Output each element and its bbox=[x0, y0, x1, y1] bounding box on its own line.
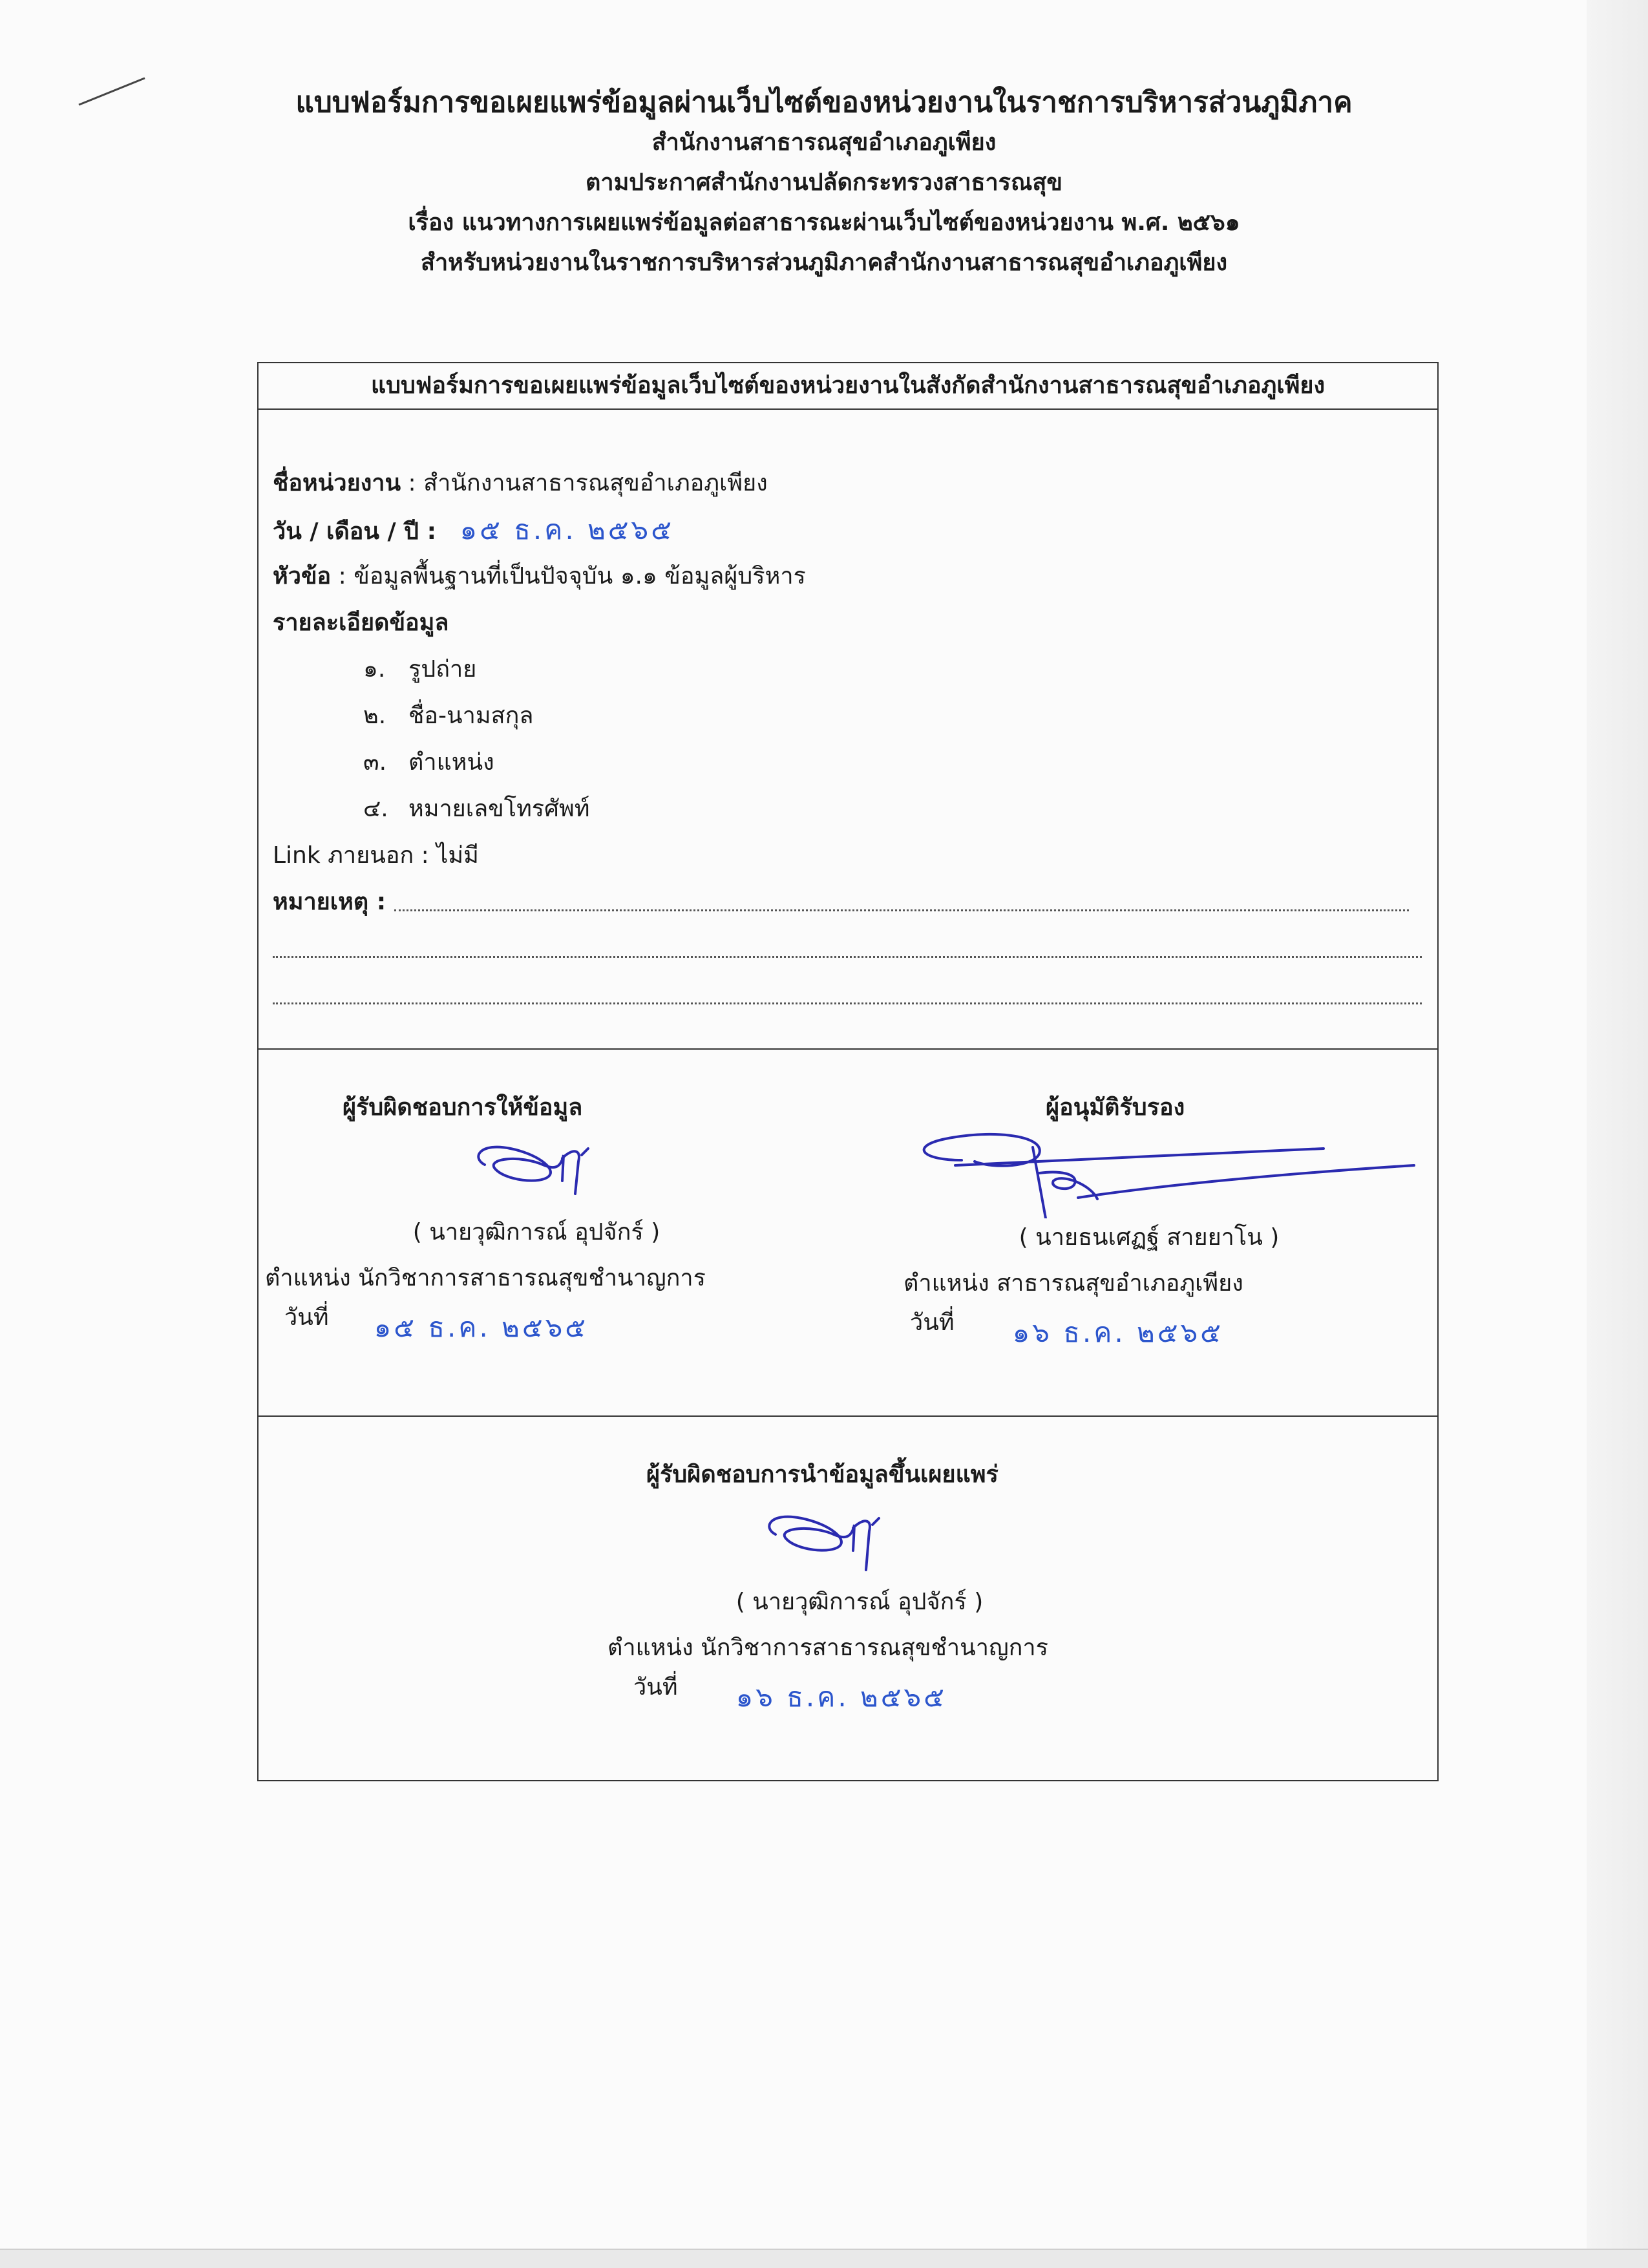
link-value: : ไม่มี bbox=[414, 842, 479, 869]
note-dotted-line bbox=[273, 942, 1422, 958]
provider-date-label: วันที่ bbox=[284, 1304, 329, 1331]
item-text: ชื่อ-นามสกุล bbox=[408, 703, 534, 729]
link-label: Link ภายนอก bbox=[273, 842, 414, 869]
provider-signature-block bbox=[265, 1088, 795, 1349]
approver-date-row bbox=[903, 1304, 1433, 1354]
detail-label: รายละเอียดข้อมูล bbox=[273, 609, 449, 636]
item-text: ตำแหน่ง bbox=[408, 749, 494, 776]
detail-row bbox=[273, 600, 1423, 646]
date-label: วัน / เดือน / ปี bbox=[273, 518, 419, 545]
note-dotted-line bbox=[273, 988, 1422, 1004]
approver-position: ตำแหน่ง สาธารณสุขอำเภอภูเพียง bbox=[903, 1270, 1243, 1297]
form-title: แบบฟอร์มการขอเผยแพร่ข้อมูลเว็บไซต์ของหน่วยงานในสังกัดสำนักงานสาธารณสุขอำเภอภูเพียง bbox=[259, 363, 1437, 410]
link-row bbox=[273, 832, 1423, 879]
item-text: รูปถ่าย bbox=[408, 656, 477, 683]
section-divider bbox=[259, 1048, 1437, 1050]
note-row-continued bbox=[273, 926, 1423, 972]
header-subject: เรื่อง แนวทางการเผยแพร่ข้อมูลต่อสาธารณะผ่านเว็บไซต์ของหน่วยงาน พ.ศ. ๒๕๖๑ bbox=[408, 209, 1240, 236]
agency-value: : สำนักงานสาธารณสุขอำเภอภูเพียง bbox=[401, 470, 768, 496]
approver-signature-block bbox=[903, 1088, 1433, 1354]
approver-signature-image bbox=[884, 1121, 1427, 1218]
topic-value: : ข้อมูลพื้นฐานที่เป็นปัจจุบัน ๑.๑ ข้อมูลผู้บริหาร bbox=[331, 563, 806, 589]
approver-name: ( นายธนเศฏฐ์ สายยาโน ) bbox=[1019, 1224, 1280, 1251]
topic-label: หัวข้อ bbox=[273, 563, 332, 589]
note-label: หมายเหตุ bbox=[273, 889, 369, 915]
approver-title: ผู้อนุมัติรับรอง bbox=[1046, 1094, 1185, 1121]
scan-bottom-edge bbox=[0, 2249, 1648, 2268]
topic-row bbox=[273, 553, 1423, 600]
publisher-position: ตำแหน่ง นักวิชาการสาธารณสุขชำนาญการ bbox=[607, 1635, 1048, 1661]
publisher-signature-block bbox=[607, 1456, 1137, 1719]
list-item bbox=[273, 739, 1423, 786]
publisher-date-label: วันที่ bbox=[633, 1674, 678, 1701]
item-number: ๑. bbox=[363, 656, 386, 683]
item-text: หมายเลขโทรศัพท์ bbox=[408, 796, 590, 822]
list-item bbox=[273, 646, 1423, 693]
header-announcement: ตามประกาศสำนักงานปลัดกระทรวงสาธารณสุข bbox=[585, 169, 1063, 196]
agency-label: ชื่อหน่วยงาน bbox=[273, 470, 401, 496]
provider-name: ( นายวุฒิการณ์ อุปจักร์ ) bbox=[412, 1219, 660, 1245]
date-separator: : bbox=[419, 518, 445, 545]
publisher-signature-image bbox=[750, 1499, 918, 1583]
request-form bbox=[257, 362, 1439, 1781]
header-title: แบบฟอร์มการขอเผยแพร่ข้อมูลผ่านเว็บไซต์ของหน่วยงานในราชการบริหารส่วนภูมิภาค bbox=[295, 86, 1353, 119]
publisher-title: ผู้รับผิดชอบการนำข้อมูลขึ้นเผยแพร่ bbox=[646, 1461, 998, 1488]
publisher-name: ( นายวุฒิการณ์ อุปจักร์ ) bbox=[735, 1589, 984, 1615]
list-item bbox=[273, 693, 1423, 739]
provider-title: ผู้รับผิดชอบการให้ข้อมูล bbox=[343, 1094, 583, 1121]
provider-date-value: ๑๕ ธ.ค. ๒๕๖๕ bbox=[374, 1311, 589, 1343]
publisher-date-row bbox=[607, 1668, 1137, 1719]
document-header bbox=[0, 83, 1648, 283]
approver-date-label: วันที่ bbox=[910, 1309, 955, 1336]
date-value: ๑๕ ธ.ค. ๒๕๖๕ bbox=[460, 514, 674, 546]
provider-signature-image bbox=[459, 1129, 627, 1213]
header-office: สำนักงานสาธารณสุขอำเภอภูเพียง bbox=[651, 129, 997, 156]
agency-row bbox=[273, 460, 1423, 507]
note-separator: : bbox=[368, 889, 394, 915]
list-item bbox=[273, 786, 1423, 832]
approver-date-value: ๑๖ ธ.ค. ๒๕๖๕ bbox=[1012, 1317, 1223, 1348]
section-divider bbox=[259, 1415, 1437, 1417]
note-row-continued bbox=[273, 972, 1423, 1019]
item-number: ๓. bbox=[363, 749, 387, 776]
header-scope: สำหรับหน่วยงานในราชการบริหารส่วนภูมิภาคสำนักงานสาธารณสุขอำเภอภูเพียง bbox=[420, 249, 1228, 276]
publisher-date-value: ๑๖ ธ.ค. ๒๕๖๕ bbox=[735, 1681, 947, 1713]
item-number: ๔. bbox=[363, 796, 388, 822]
form-details bbox=[273, 460, 1423, 1019]
provider-position: ตำแหน่ง นักวิชาการสาธารณสุขชำนาญการ bbox=[265, 1265, 706, 1291]
note-dotted-line bbox=[394, 895, 1409, 911]
provider-date-row bbox=[265, 1298, 795, 1349]
note-row bbox=[273, 879, 1423, 926]
scan-edge bbox=[1587, 0, 1648, 2268]
date-row bbox=[273, 507, 1423, 553]
item-number: ๒. bbox=[363, 703, 386, 729]
